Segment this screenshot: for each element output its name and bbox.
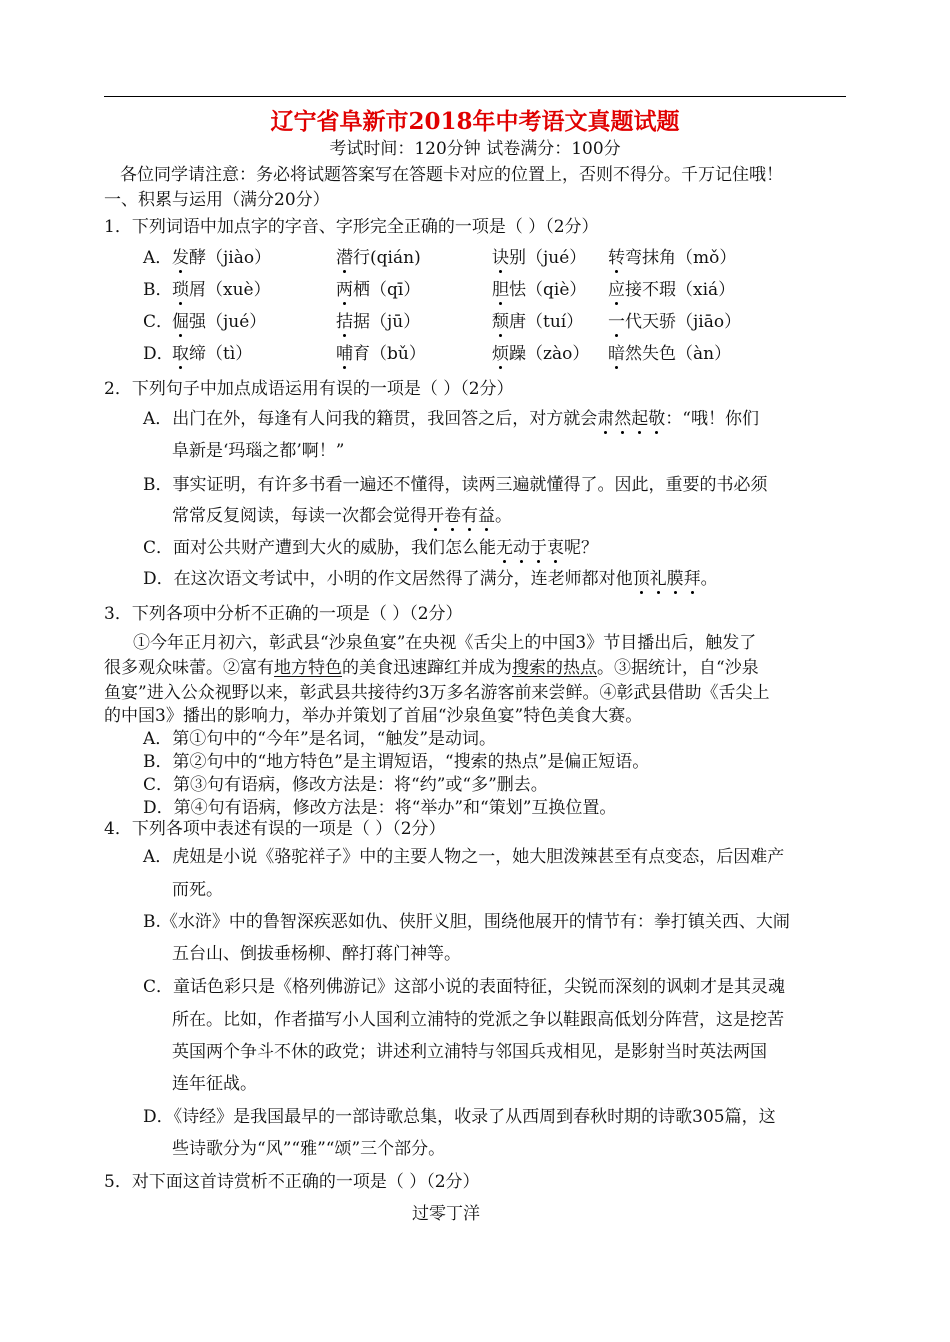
poem-title: 过零丁洋 — [412, 1204, 480, 1224]
dotted-char: 肃 — [597, 409, 615, 429]
question-1-stem: 1．下列词语中加点字的字音、字形完全正确的一项是（ ）（2分） — [104, 217, 599, 237]
dotted-idiom — [496, 538, 564, 558]
option-letter: D． — [143, 344, 174, 364]
option-letter: C． — [143, 312, 174, 332]
dotted-char: 起 — [631, 409, 649, 429]
q3-passage-line: 很多观众味蕾。②富有地方特色的美食迅速蹿红并成为搜索的热点。③据统计，自“沙泉 — [104, 658, 759, 678]
q3-passage-line: 鱼宴”进入公众视野以来，彰武县共接待约3万多名游客前来尝鲜。④彰武县借助《舌尖上 — [104, 683, 770, 703]
dotted-char: 膜 — [666, 569, 684, 589]
exam-subtitle: 考试时间：120分钟 试卷满分：100分 — [329, 139, 621, 159]
q4-line: 连年征战。 — [172, 1074, 257, 1094]
dotted-char: 敬 — [648, 409, 666, 429]
q3-option: C．第③句有语病，修改方法是：将“约”或“多”删去。 — [143, 775, 548, 795]
word-option: 转弯抹角（mǒ） — [608, 248, 737, 268]
q2-option-b: B．事实证明，有许多书看一遍还不懂得，读两三遍就懂得了。因此，重要的书必须 — [143, 475, 768, 495]
q2-option-a-cont: 阜新是‘玛瑙之都’啊！” — [172, 441, 345, 461]
dotted-char: 于 — [530, 538, 548, 558]
dotted-idiom — [427, 506, 495, 526]
word-option: 应接不瑕（xiá） — [608, 280, 736, 300]
word-option: 发酵（jiào） — [172, 248, 272, 268]
dotted-char: 礼 — [649, 569, 667, 589]
question-5-stem: 5．对下面这首诗赏析不正确的一项是（ ）（2分） — [104, 1172, 480, 1192]
dotted-char: 然 — [614, 409, 632, 429]
q4-line: 五台山、倒拔垂杨柳、醉打蒋门神等。 — [172, 944, 461, 964]
dotted-char: 拜 — [683, 569, 701, 589]
question-2-stem: 2．下列句子中加点成语运用有误的一项是（ ）（2分） — [104, 379, 514, 399]
q2-option-c: C．面对公共财产遭到大火的威胁，我们怎么能无动于衷呢？ — [143, 538, 599, 558]
underlined-phrase: 搜索的热点 — [512, 658, 597, 678]
dotted-char: 无 — [496, 538, 514, 558]
underlined-phrase: 地方特色 — [274, 658, 342, 678]
dotted-char: 益 — [478, 506, 495, 526]
q3-passage-line: 的中国3》播出的影响力，举办并策划了首届“沙泉鱼宴”特色美食大赛。 — [104, 706, 643, 726]
q2-option-a: A．出门在外，每逢有人问我的籍贯，我回答之后，对方就会肃然起敬：“哦！你们 — [143, 409, 759, 429]
dotted-char: 顶 — [632, 569, 650, 589]
q4-line: C．童话色彩只是《格列佛游记》这部小说的表面特征，尖锐而深刻的讽刺才是其灵魂 — [143, 977, 786, 997]
word-option: 两栖（qī） — [336, 280, 421, 300]
dotted-idiom — [633, 569, 701, 589]
word-option: 一代天骄（jiāo） — [608, 312, 742, 332]
word-option: 拮据（jū） — [336, 312, 421, 332]
option-letter: B． — [143, 280, 173, 300]
word-option: 哺育（bǔ） — [336, 344, 426, 364]
q4-line: B.《水浒》中的鲁智深疾恶如仇、侠肝义胆，围绕他展开的情节有：拳打镇关西、大闹 — [143, 912, 790, 932]
word-option: 诀别（jué） — [492, 248, 587, 268]
word-option: 颓唐（tuí） — [492, 312, 584, 332]
dotted-char: 动 — [513, 538, 531, 558]
q4-line: A．虎妞是小说《骆驼祥子》中的主要人物之一，她大胆泼辣甚至有点变态，后因难产 — [143, 847, 785, 867]
question-4-stem: 4．下列各项中表述有误的一项是（ ）（2分） — [104, 819, 446, 839]
q4-line: 而死。 — [172, 880, 223, 900]
dotted-char: 衷 — [547, 538, 565, 558]
word-option: 潜行(qián) — [336, 248, 421, 268]
top-rule — [104, 96, 846, 97]
dotted-char: 开 — [427, 506, 444, 526]
word-option: 烦躁（zào） — [492, 344, 590, 364]
dotted-char: 卷 — [444, 506, 461, 526]
option-letter: A． — [143, 248, 173, 268]
notice: 各位同学请注意：务必将试题答案写在答题卡对应的位置上，否则不得分。千万记住哦！ — [120, 165, 783, 185]
q3-option: D．第④句有语病，修改方法是：将“举办”和“策划”互换位置。 — [143, 798, 617, 818]
dotted-char: 有 — [461, 506, 478, 526]
q4-line: D．《诗经》是我国最早的一部诗歌总集，收录了从西周到春秋时期的诗歌305篇，这 — [143, 1107, 776, 1127]
q4-line: 英国两个争斗不休的政党；讲述利立浦特与邻国兵戎相见，是影射当时英法两国 — [172, 1042, 767, 1062]
q3-passage-line: ①今年正月初六，彰武县“沙泉鱼宴”在央视《舌尖上的中国3》节目播出后，触发了 — [133, 633, 757, 653]
q3-option: B．第②句中的“地方特色”是主谓短语，“搜索的热点”是偏正短语。 — [143, 752, 650, 772]
word-option: 暗然失色（àn） — [608, 344, 732, 364]
dotted-idiom — [597, 409, 665, 429]
q2-option-b-cont: 常常反复阅读，每读一次都会觉得开卷有益。 — [172, 506, 512, 526]
q3-option: A．第①句中的“今年”是名词，“触发”是动词。 — [143, 729, 497, 749]
word-option: 取缔（tì） — [172, 344, 253, 364]
word-option: 倔强（jué） — [172, 312, 267, 332]
q4-line: 些诗歌分为“风”“雅”“颂”三个部分。 — [172, 1139, 446, 1159]
question-3-stem: 3．下列各项中分析不正确的一项是（ ）（2分） — [104, 604, 463, 624]
exam-title: 辽宁省阜新市2018年中考语文真题试题 — [270, 108, 680, 135]
word-option: 胆怯（qiè） — [492, 280, 587, 300]
section-heading: 一、积累与运用（满分20分） — [104, 190, 330, 210]
q4-line: 所在。比如，作者描写小人国利立浦特的党派之争以鞋跟高低划分阵营，这是挖苦 — [172, 1010, 784, 1030]
word-option: 琐屑（xuè） — [172, 280, 271, 300]
q2-option-d: D．在这次语文考试中，小明的作文居然得了满分，连老师都对他顶礼膜拜。 — [143, 569, 718, 589]
